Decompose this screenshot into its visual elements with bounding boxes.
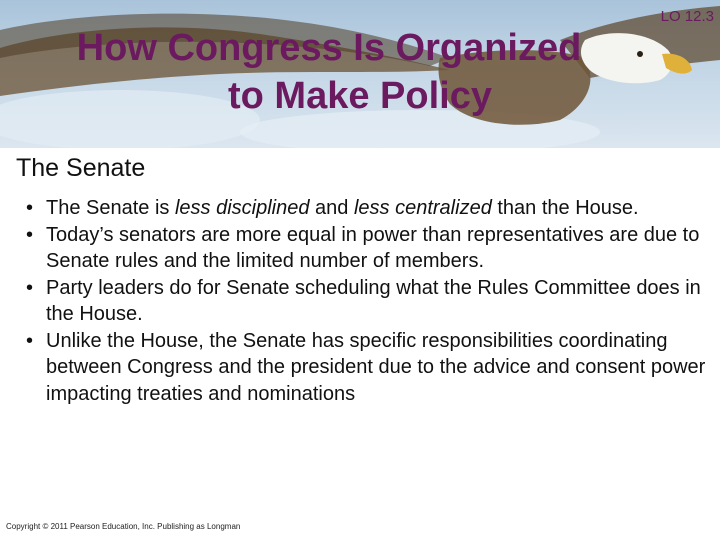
- bullet-text: than the House.: [491, 197, 639, 219]
- slide-title: [0, 24, 720, 120]
- bullet-emphasis: less centralized: [353, 197, 492, 219]
- bullet-text: Party leaders do for Senate scheduling what the Rules Committee does in the House.: [46, 276, 701, 325]
- bullet-emphasis: less disciplined: [174, 197, 310, 219]
- title-line-2: to Make Policy: [228, 75, 492, 117]
- bullet-item: [26, 328, 716, 408]
- title-line-1: How Congress Is Organized: [76, 27, 582, 69]
- bullet-item: [26, 275, 716, 328]
- header-banner: [0, 0, 720, 148]
- bullet-text: and: [309, 197, 354, 219]
- bullet-list: [26, 195, 716, 407]
- copyright-footer: Copyright © 2011 Pearson Education, Inc. Publishing as Longman: [6, 522, 241, 531]
- bullet-item: [26, 195, 716, 222]
- section-heading: The Senate: [16, 154, 146, 182]
- bullet-item: [26, 222, 716, 275]
- bullet-text: The Senate is: [46, 197, 175, 219]
- bullet-text: Today’s senators are more equal in power than representatives are due to Senate rules and the limited number of members.: [46, 223, 700, 272]
- bullet-text: Unlike the House, the Senate has specific responsibilities coordinating between Congress and the president due to the advice and consent power impacting treaties and nominations: [46, 329, 706, 405]
- learning-objective-tag: LO 12.3: [660, 8, 714, 25]
